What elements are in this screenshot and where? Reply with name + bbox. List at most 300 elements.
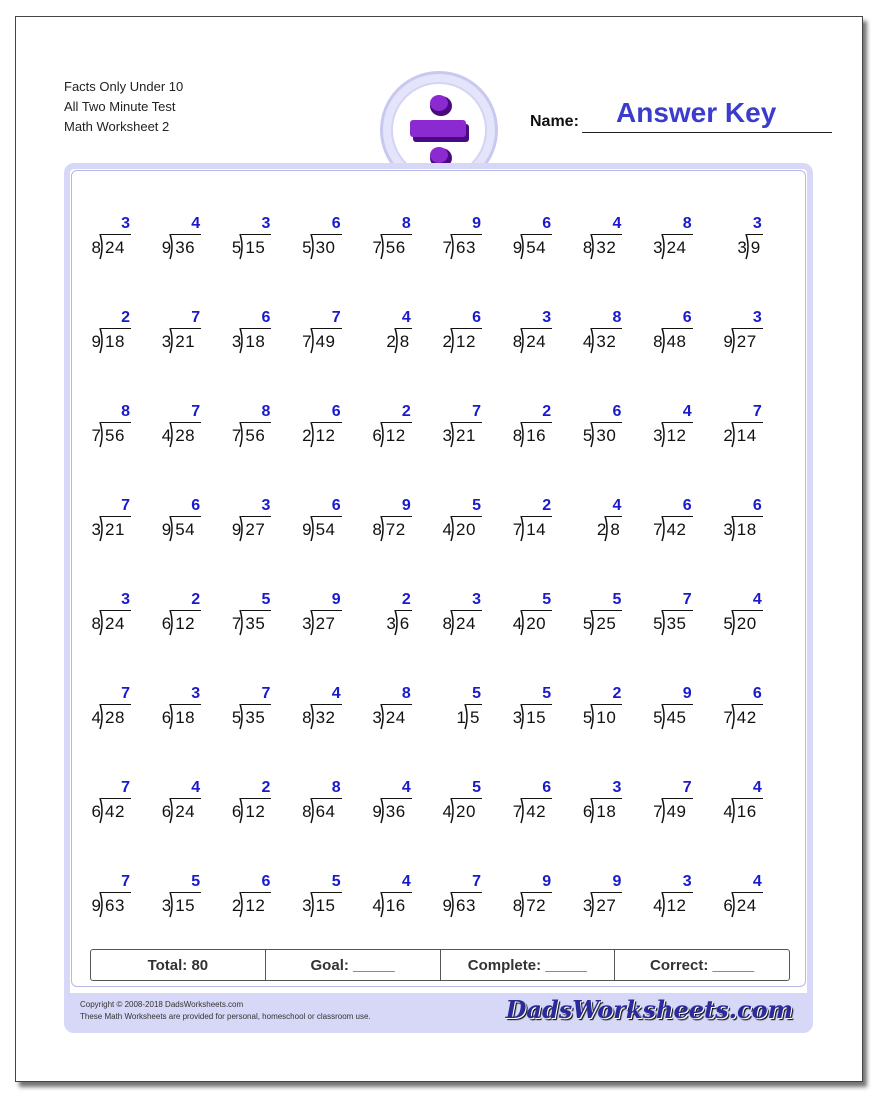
quotient-answer: 9: [472, 215, 481, 232]
dividend: 42: [105, 802, 125, 821]
division-problem: [230, 213, 300, 263]
divisor: 7: [231, 426, 242, 445]
dividend: 12: [315, 426, 336, 445]
dividend: 48: [666, 332, 687, 351]
quotient-answer: 3: [542, 309, 552, 326]
division-problem: [652, 777, 722, 827]
quotient-answer: 8: [682, 215, 692, 232]
dividend: 56: [245, 426, 266, 445]
quotient-answer: 3: [261, 497, 271, 514]
divisor: 3: [386, 614, 396, 633]
divisor: 3: [737, 238, 747, 257]
division-problem: [581, 213, 651, 263]
worksheet-test-type: All Two Minute Test: [64, 99, 176, 114]
dividend: 27: [245, 520, 266, 539]
divisor: 3: [231, 332, 242, 351]
division-problem: [441, 777, 511, 827]
divisor: 7: [653, 520, 663, 539]
dividend: 56: [385, 238, 406, 257]
dividend: 49: [666, 802, 687, 821]
divisor: 5: [723, 614, 733, 633]
quotient-answer: 6: [682, 497, 692, 514]
quotient-answer: 6: [542, 779, 552, 796]
quotient-answer: 6: [261, 309, 271, 326]
divisor: 5: [653, 708, 663, 727]
dividend: 56: [105, 426, 125, 445]
divisor: 8: [302, 802, 312, 821]
quotient-answer: 2: [401, 403, 411, 420]
divisor: 3: [653, 426, 663, 445]
divisor: 2: [596, 520, 607, 539]
quotient-answer: 8: [261, 403, 271, 420]
problems-inner-border: [71, 170, 806, 987]
division-problem: [301, 777, 371, 827]
problems-frame: [64, 163, 813, 1033]
dividend: 18: [736, 520, 757, 539]
divisor: 1: [456, 708, 466, 727]
divisor: 3: [161, 332, 172, 351]
quotient-answer: 9: [682, 685, 692, 702]
dividend: 30: [315, 238, 336, 257]
quotient-answer: 8: [121, 403, 130, 420]
divisor: 3: [372, 708, 382, 727]
dividend: 9: [750, 238, 761, 257]
divisor: 8: [372, 520, 382, 539]
dividend: 28: [175, 426, 196, 445]
quotient-answer: 7: [472, 873, 481, 890]
divisor: 5: [302, 238, 312, 257]
divisor: 9: [372, 802, 382, 821]
quotient-answer: 6: [191, 497, 201, 514]
dividend: 42: [526, 802, 547, 821]
dividend: 12: [245, 896, 266, 915]
dividend: 21: [456, 426, 476, 445]
divisor: 3: [653, 238, 663, 257]
dividend: 20: [736, 614, 757, 633]
quotient-answer: 7: [121, 497, 130, 514]
dividend: 6: [399, 614, 410, 633]
divisor: 6: [161, 614, 172, 633]
division-problem: [441, 401, 511, 451]
quotient-answer: 7: [261, 685, 271, 702]
quotient-answer: 7: [121, 685, 130, 702]
division-problem: [581, 777, 651, 827]
division-problem: [90, 871, 160, 921]
division-problem: [371, 683, 441, 733]
dividend: 24: [105, 238, 125, 257]
dividend: 64: [315, 802, 336, 821]
quotient-answer: 7: [752, 403, 762, 420]
quotient-answer: 3: [752, 215, 762, 232]
divisor: 6: [723, 896, 733, 915]
score-summary: [90, 949, 790, 981]
division-problem: [511, 495, 581, 545]
dividend: 8: [399, 332, 410, 351]
division-problem: [90, 401, 160, 451]
dividend: 16: [385, 896, 406, 915]
divisor: 8: [302, 708, 312, 727]
divisor: 3: [512, 708, 523, 727]
quotient-answer: 4: [401, 779, 411, 796]
divisor: 4: [442, 802, 452, 821]
worksheet-number: Math Worksheet 2: [64, 119, 170, 134]
divisor: 5: [653, 614, 663, 633]
dividend: 63: [456, 896, 476, 915]
divisor: 7: [653, 802, 663, 821]
division-problem: [511, 777, 581, 827]
division-problem: [652, 871, 722, 921]
quotient-answer: 7: [121, 873, 130, 890]
division-problem: [581, 495, 651, 545]
quotient-answer: 4: [191, 779, 201, 796]
division-problem: [371, 307, 441, 357]
division-problem: [90, 495, 160, 545]
quotient-answer: 3: [612, 779, 622, 796]
division-problem: [511, 871, 581, 921]
divisor: 6: [161, 708, 172, 727]
dividend: 72: [385, 520, 406, 539]
division-problem: [441, 495, 511, 545]
quotient-answer: 2: [191, 591, 201, 608]
divisor: 3: [302, 896, 312, 915]
dividend: 36: [175, 238, 196, 257]
dividend: 14: [526, 520, 547, 539]
worksheet-info: [64, 77, 183, 137]
dividend: 25: [596, 614, 617, 633]
quotient-answer: 4: [752, 779, 762, 796]
divisor: 9: [91, 896, 101, 915]
dividend: 16: [736, 802, 757, 821]
division-problem: [441, 871, 511, 921]
division-problem: [160, 495, 230, 545]
quotient-answer: 5: [472, 497, 481, 514]
division-problem: [581, 683, 651, 733]
division-problem: [722, 589, 792, 639]
quotient-answer: 3: [121, 215, 130, 232]
divisor: 6: [582, 802, 593, 821]
division-problem: [652, 495, 722, 545]
problem-row: [90, 495, 790, 545]
divisor: 9: [161, 520, 172, 539]
divisor: 8: [512, 426, 523, 445]
quotient-answer: 6: [331, 215, 341, 232]
quotient-answer: 3: [752, 309, 762, 326]
quotient-answer: 3: [261, 215, 271, 232]
total-count: Total: 80: [91, 950, 266, 980]
usage-notice: These Math Worksheets are provided for personal, homeschool or classroom use.: [80, 1012, 371, 1021]
dividend: 54: [175, 520, 196, 539]
division-problem: [90, 589, 160, 639]
dividend: 24: [385, 708, 406, 727]
dividend: 32: [596, 238, 617, 257]
divisor: 7: [302, 332, 312, 351]
divisor: 4: [723, 802, 733, 821]
copyright-line: Copyright © 2008-2018 DadsWorksheets.com: [80, 1000, 244, 1009]
division-problem: [230, 871, 300, 921]
quotient-answer: 4: [612, 497, 622, 514]
division-problem: [652, 589, 722, 639]
division-problem: [301, 307, 371, 357]
quotient-answer: 5: [542, 591, 552, 608]
divisor: 5: [582, 426, 593, 445]
dividend: 24: [105, 614, 125, 633]
division-problem: [371, 589, 441, 639]
dividend: 20: [456, 802, 476, 821]
quotient-answer: 7: [191, 403, 201, 420]
problem-row: [90, 777, 790, 827]
division-problem: [90, 777, 160, 827]
quotient-answer: 6: [472, 309, 481, 326]
dividend: 24: [666, 238, 687, 257]
division-problem: [230, 495, 300, 545]
brand-logo: DadsWorksheets.com: [505, 995, 793, 1024]
dividend: 42: [736, 708, 757, 727]
quotient-answer: 9: [331, 591, 341, 608]
divisor: 8: [512, 896, 523, 915]
name-field: [530, 93, 832, 133]
division-problem: [230, 307, 300, 357]
division-problem: [652, 683, 722, 733]
correct-field: Correct: _____: [650, 956, 755, 974]
divisor: 8: [582, 238, 593, 257]
dividend: 49: [315, 332, 336, 351]
divisor: 2: [442, 332, 452, 351]
divisor: 8: [91, 614, 101, 633]
divisor: 5: [231, 708, 242, 727]
division-problem: [160, 683, 230, 733]
dividend: 15: [245, 238, 266, 257]
dividend: 12: [456, 332, 476, 351]
quotient-answer: 9: [542, 873, 552, 890]
divisor: 4: [372, 896, 382, 915]
division-problem: [511, 589, 581, 639]
dividend: 18: [175, 708, 196, 727]
dividend: 24: [736, 896, 757, 915]
divisor: 9: [231, 520, 242, 539]
dividend: 54: [526, 238, 547, 257]
division-problem: [722, 495, 792, 545]
divisor: 9: [512, 238, 523, 257]
division-problem: [722, 213, 792, 263]
divisor: 2: [302, 426, 312, 445]
quotient-answer: 7: [472, 403, 481, 420]
problem-row: [90, 683, 790, 733]
divisor: 8: [91, 238, 101, 257]
problem-row: [90, 589, 790, 639]
division-problem: [652, 401, 722, 451]
division-problem: [301, 871, 371, 921]
dividend: 54: [315, 520, 336, 539]
quotient-answer: 4: [682, 403, 692, 420]
division-problem: [722, 401, 792, 451]
divisor: 5: [582, 708, 593, 727]
divisor: 8: [442, 614, 452, 633]
division-problem: [160, 871, 230, 921]
divisor: 2: [386, 332, 396, 351]
dividend: 24: [526, 332, 547, 351]
quotient-answer: 3: [682, 873, 692, 890]
quotient-answer: 7: [682, 591, 692, 608]
quotient-answer: 4: [752, 591, 762, 608]
division-problem: [301, 495, 371, 545]
quotient-answer: 4: [401, 873, 411, 890]
division-problem: [511, 401, 581, 451]
divisor: 3: [161, 896, 172, 915]
divisor: 7: [512, 520, 523, 539]
divisor: 4: [161, 426, 172, 445]
quotient-answer: 4: [401, 309, 411, 326]
dividend: 18: [105, 332, 125, 351]
quotient-answer: 7: [191, 309, 201, 326]
quotient-answer: 6: [331, 403, 341, 420]
divisor: 3: [91, 520, 101, 539]
divisor: 8: [653, 332, 663, 351]
quotient-answer: 5: [472, 779, 481, 796]
dividend: 14: [736, 426, 757, 445]
divisor: 3: [582, 896, 593, 915]
dividend: 30: [596, 426, 617, 445]
division-problem: [160, 307, 230, 357]
quotient-answer: 3: [472, 591, 481, 608]
dividend: 28: [105, 708, 125, 727]
divisor: 6: [91, 802, 101, 821]
division-problem: [230, 401, 300, 451]
dividend: 63: [456, 238, 476, 257]
quotient-answer: 6: [752, 685, 762, 702]
dividend: 27: [596, 896, 617, 915]
divisor: 2: [723, 426, 733, 445]
quotient-answer: 8: [612, 309, 622, 326]
division-problem: [441, 589, 511, 639]
division-problem: [371, 401, 441, 451]
divisor: 4: [91, 708, 101, 727]
quotient-answer: 5: [472, 685, 481, 702]
quotient-answer: 2: [612, 685, 622, 702]
dividend: 16: [526, 426, 547, 445]
quotient-answer: 6: [612, 403, 622, 420]
dividend: 35: [245, 614, 266, 633]
division-problem: [511, 683, 581, 733]
division-problem: [90, 307, 160, 357]
dividend: 24: [456, 614, 476, 633]
dividend: 24: [175, 802, 196, 821]
dividend: 15: [175, 896, 196, 915]
worksheet-page: [15, 16, 863, 1082]
dividend: 8: [610, 520, 621, 539]
division-problem: [160, 401, 230, 451]
quotient-answer: 7: [331, 309, 341, 326]
division-problem: [90, 683, 160, 733]
division-problem: [652, 213, 722, 263]
divisor: 3: [302, 614, 312, 633]
quotient-answer: 8: [401, 685, 411, 702]
dividend: 36: [385, 802, 406, 821]
dividend: 5: [470, 708, 480, 727]
divisor: 2: [231, 896, 242, 915]
divisor: 5: [231, 238, 242, 257]
dividend: 45: [666, 708, 687, 727]
problem-row: [90, 213, 790, 263]
quotient-answer: 2: [401, 591, 411, 608]
division-problem: [581, 401, 651, 451]
dividend: 27: [315, 614, 336, 633]
divisor: 3: [723, 520, 733, 539]
quotient-answer: 7: [121, 779, 130, 796]
dividend: 63: [105, 896, 125, 915]
quotient-answer: 4: [191, 215, 201, 232]
quotient-answer: 4: [612, 215, 622, 232]
dividend: 12: [666, 896, 687, 915]
division-problem: [160, 777, 230, 827]
dividend: 21: [175, 332, 196, 351]
division-problem: [301, 683, 371, 733]
dividend: 15: [526, 708, 547, 727]
division-symbol-icon: [404, 90, 474, 170]
division-problem: [301, 589, 371, 639]
quotient-answer: 5: [542, 685, 552, 702]
divisor: 5: [582, 614, 593, 633]
divisor: 7: [91, 426, 101, 445]
name-line: [582, 132, 832, 133]
dividend: 32: [315, 708, 336, 727]
divisor: 4: [442, 520, 452, 539]
division-problem: [90, 213, 160, 263]
quotient-answer: 5: [261, 591, 271, 608]
divisor: 9: [302, 520, 312, 539]
divisor: 7: [723, 708, 733, 727]
division-problem: [581, 871, 651, 921]
divisor: 4: [512, 614, 523, 633]
worksheet-topic: Facts Only Under 10: [64, 79, 184, 94]
division-problem: [160, 213, 230, 263]
quotient-answer: 2: [261, 779, 271, 796]
divisor: 7: [372, 238, 382, 257]
goal-field: Goal: _____: [266, 950, 441, 980]
quotient-answer: 4: [752, 873, 762, 890]
quotient-answer: 2: [121, 309, 130, 326]
dividend: 20: [526, 614, 547, 633]
division-problem: [230, 683, 300, 733]
division-problem: [230, 589, 300, 639]
divisor: 7: [231, 614, 242, 633]
division-problem: [511, 213, 581, 263]
division-problem: [722, 683, 792, 733]
division-problem: [441, 213, 511, 263]
dividend: 72: [526, 896, 547, 915]
dividend: 12: [245, 802, 266, 821]
divisor: 7: [512, 802, 523, 821]
quotient-answer: 9: [612, 873, 622, 890]
dividend: 12: [175, 614, 196, 633]
quotient-answer: 8: [401, 215, 411, 232]
dividend: 10: [596, 708, 617, 727]
dividend: 18: [596, 802, 617, 821]
problem-row: [90, 871, 790, 921]
dividend: 27: [736, 332, 757, 351]
copyright-text: [80, 999, 371, 1023]
quotient-answer: 2: [542, 497, 552, 514]
dividend: 35: [245, 708, 266, 727]
dividend: 12: [385, 426, 406, 445]
dividend: 20: [456, 520, 476, 539]
divisor: 7: [442, 238, 452, 257]
quotient-answer: 4: [331, 685, 341, 702]
name-label: Name:: [530, 113, 579, 130]
divisor: 6: [372, 426, 382, 445]
division-problem: [581, 307, 651, 357]
complete-field: Complete: _____: [441, 950, 616, 980]
division-problem: [371, 777, 441, 827]
